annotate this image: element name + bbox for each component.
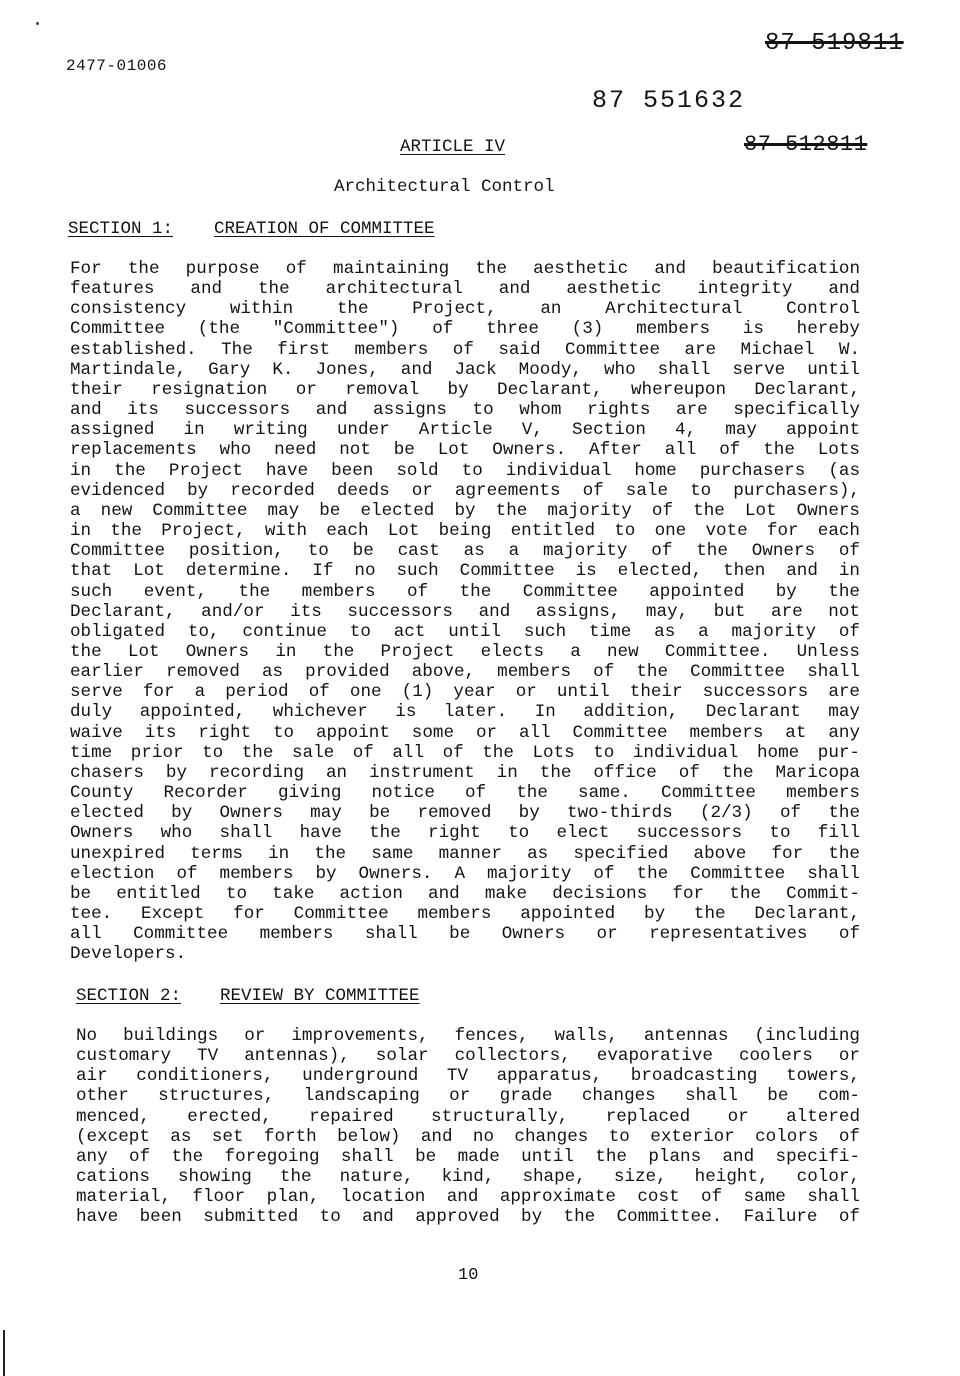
text-line: such event, the members of the Committee appointed by the <box>70 581 860 602</box>
text-line: consistency within the Project, an Architectural Control <box>70 299 860 320</box>
text-line: all Committee members shall be Owners or representatives of <box>70 924 860 945</box>
article-title: ARTICLE IV <box>400 137 506 157</box>
text-line: in the Project, with each Lot being entitled to one vote for each <box>70 521 860 542</box>
text-line: a new Committee may be elected by the majority of the Lot Owners <box>70 500 860 521</box>
text-line: waive its right to appoint some or all Committee members at any <box>70 722 860 743</box>
text-line: For the purpose of maintaining the aesthetic and beautification <box>70 259 860 279</box>
text-line: have been submitted to and approved by the Committee. Failure of <box>76 1207 860 1228</box>
text-line: air conditioners, underground TV apparatus, broadcasting towers, <box>76 1066 860 1087</box>
text-line: duly appointed, whichever is later. In addition, Declarant may <box>70 702 860 723</box>
text-line: be entitled to take action and make decisions for the Commit- <box>70 883 860 904</box>
text-line: other structures, landscaping or grade changes shall be com- <box>76 1086 860 1107</box>
text-line: menced, erected, repaired structurally, replaced or altered <box>76 1106 860 1127</box>
section-2-title: REVIEW BY COMMITTEE <box>220 986 420 1006</box>
text-line: County Recorder giving notice of the same. Committee members <box>70 783 860 804</box>
text-line: (except as set forth below) and no changes to exterior colors of <box>76 1126 860 1147</box>
section-2-body <box>76 1026 860 1228</box>
recording-number: 87 551632 <box>592 86 746 115</box>
text-line: and its successors and assigns to whom rights are specifically <box>70 400 860 421</box>
text-line: obligated to, continue to act until such time as a majority of <box>70 621 860 642</box>
document-id: 2477-01006 <box>66 57 168 75</box>
text-line: earlier removed as provided above, members of the Committee shall <box>70 662 860 683</box>
text-line: material, floor plan, location and approximate cost of same shall <box>76 1187 860 1208</box>
text-line: Declarant, and/or its successors and assigns, may, but are not <box>70 601 860 622</box>
scan-speck <box>36 22 39 25</box>
text-line: that Lot determine. If no such Committee is elected, then and in <box>70 561 860 582</box>
text-line: features and the architectural and aesthetic integrity and <box>70 279 860 300</box>
text-line: serve for a period of one (1) year or until their successors are <box>70 682 860 703</box>
section-2-label: SECTION 2: <box>76 986 182 1006</box>
text-line: time prior to the sale of all of the Lots to individual home pur- <box>70 742 860 763</box>
text-line: evidenced by recorded deeds or agreements of sale to purchasers), <box>70 480 860 501</box>
text-line: replacements who need not be Lot Owners. After all of the Lots <box>70 440 860 461</box>
section-1-body <box>70 259 860 964</box>
text-line: their resignation or removal by Declarant, whereupon Declarant, <box>70 379 860 400</box>
text-line: Developers. <box>70 944 187 965</box>
text-line: the Lot Owners in the Project elects a new Committee. Unless <box>70 641 860 662</box>
text-line: Committee position, to be cast as a majority of the Owners of <box>70 541 860 562</box>
page-number: 10 <box>458 1266 479 1285</box>
section-1-title: CREATION OF COMMITTEE <box>214 219 435 239</box>
text-line: cations showing the nature, kind, shape, size, height, color, <box>76 1167 860 1188</box>
text-line: customary TV antennas), solar collectors, evaporative coolers or <box>76 1046 860 1067</box>
article-subtitle: Architectural Control <box>334 177 555 197</box>
text-line: Martindale, Gary K. Jones, and Jack Moody, who shall serve until <box>70 359 860 380</box>
text-line: unexpired terms in the same manner as specified above for the <box>70 843 860 864</box>
text-line: tee. Except for Committee members appointed by the Declarant, <box>70 904 860 924</box>
text-line: chasers by recording an instrument in the office of the Maricopa <box>70 762 860 783</box>
text-line: No buildings or improvements, fences, walls, antennas (including <box>76 1026 860 1046</box>
text-line: Committee (the "Committee") of three (3) members is hereby <box>70 319 860 340</box>
text-line: Owners who shall have the right to elect successors to fill <box>70 823 860 844</box>
struck-recording-stamp-mid: 87-512811 <box>744 132 868 157</box>
text-line: in the Project have been sold to individual home purchasers (as <box>70 460 860 481</box>
text-line: elected by Owners may be removed by two-thirds (2/3) of the <box>70 803 860 824</box>
section-1-label: SECTION 1: <box>68 219 174 239</box>
text-line: assigned in writing under Article V, Section 4, may appoint <box>70 420 860 441</box>
scan-edge-mark <box>3 1330 5 1376</box>
text-line: any of the foregoing shall be made until the plans and specifi- <box>76 1146 860 1167</box>
text-line: established. The first members of said Committee are Michael W. <box>70 339 860 360</box>
text-line: election of members by Owners. A majority of the Committee shall <box>70 863 860 884</box>
struck-recording-stamp-top: 87-519811 <box>765 30 904 57</box>
